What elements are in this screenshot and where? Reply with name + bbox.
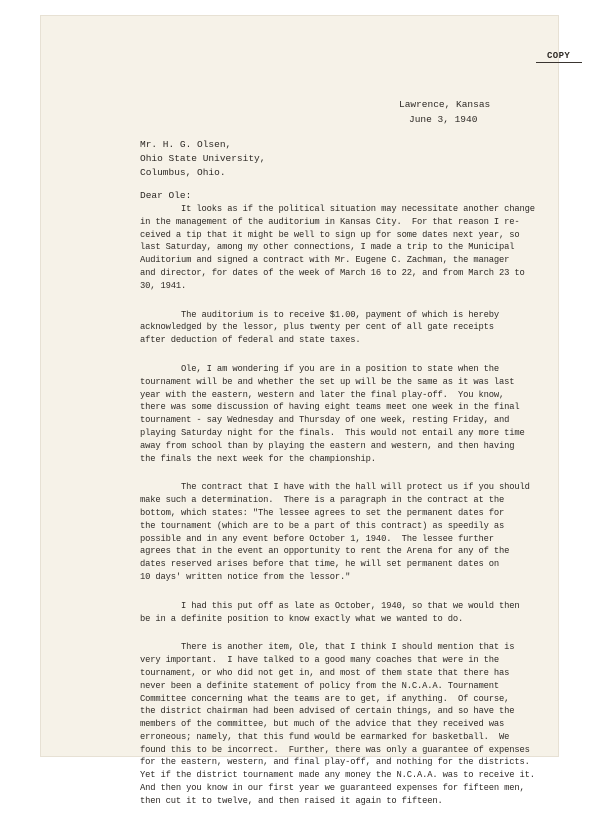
salutation: Dear Ole: <box>140 190 192 201</box>
text-line: very important. I have talked to a good many coaches that were in the <box>140 655 500 666</box>
text-line: the finals the next week for the championship. <box>140 453 376 464</box>
text-line: I had this put off as late as October, 1940, so that we would then <box>140 600 520 611</box>
text-line: possible and in any event before October 1, 1940. The lessee further <box>140 533 494 544</box>
text-line: found this to be incorrect. Further, there was only a guarantee of expenses <box>140 744 530 755</box>
text-line: and director, for dates of the week of March 16 to 22, and from March 23 to <box>140 267 525 278</box>
text-line: acknowledged by the lessor, plus twenty per cent of all gate receipts <box>140 322 494 333</box>
paragraph <box>140 600 596 626</box>
paragraph <box>140 309 596 347</box>
text-line: dates reserved arises before that time, he will set permanent dates on <box>140 559 500 570</box>
paragraph <box>140 363 596 465</box>
text-line: last Saturday, among my other connections, I made a trip to the Municipal <box>140 242 515 253</box>
letter-page <box>41 16 571 806</box>
addressee-line: Mr. H. G. Olsen, <box>140 139 232 150</box>
text-line: tournament - say Wednesday and Thursday of one week, resting Friday, and <box>140 415 510 426</box>
text-line: There is another item, Ole, that I think I should mention that is <box>140 642 515 653</box>
letter-body <box>140 203 596 824</box>
text-line: Committee concerning what the teams are to get, if anything. Of course, <box>140 693 510 704</box>
paragraph <box>140 481 596 583</box>
addressee-block <box>140 138 265 180</box>
text-line: It looks as if the political situation may necessitate another change <box>140 204 535 214</box>
text-line: away from school than by playing the eastern and western, and then having <box>140 440 515 451</box>
paragraph <box>140 641 596 807</box>
paragraph <box>140 203 596 293</box>
text-line: Ole, I am wondering if you are in a position to state when the <box>140 363 500 374</box>
addressee-line: Columbus, Ohio. <box>140 167 226 178</box>
text-line: 10 days' written notice from the lessor." <box>140 571 351 582</box>
text-line: The auditorium is to receive $1.00, payment of which is hereby <box>140 309 500 320</box>
text-line: for the eastern, western, and final play-off, and nothing for the districts. <box>140 757 530 768</box>
text-line: be in a definite position to know exactly what we wanted to do. <box>140 613 464 624</box>
dateline <box>399 97 490 127</box>
text-line: make such a determination. There is a paragraph in the contract at the <box>140 495 505 506</box>
copy-stamp-rule <box>536 62 582 63</box>
addressee-line: Ohio State University, <box>140 153 266 164</box>
text-line: then cut it to twelve, and then raised it again to fifteen. <box>140 795 443 806</box>
text-line: never been a definite statement of policy from the N.C.A.A. Tournament <box>140 680 500 691</box>
text-line: 30, 1941. <box>140 280 187 291</box>
text-line: bottom, which states: "The lessee agrees to set the permanent dates for <box>140 507 505 518</box>
text-line: the district chairman had been advised of certain things, and so have the <box>140 706 515 717</box>
text-line: there was some discussion of having eight teams meet one week in the final <box>140 402 520 413</box>
text-line: The contract that I have with the hall will protect us if you should <box>140 482 530 493</box>
text-line: erroneous; namely, that this fund would be earmarked for basketball. We <box>140 731 510 742</box>
text-line: agrees that in the event an opportunity to rent the Arena for any of the <box>140 546 510 557</box>
text-line: And then you know in our first year we guaranteed expenses for fifteen men, <box>140 783 525 794</box>
text-line: year with the eastern, western and later the final play-off. You know, <box>140 389 505 400</box>
text-line: playing Saturday night for the finals. This would not entail any more time <box>140 427 525 438</box>
text-line: tournament, or who did not get in, and most of them state that there has <box>140 667 510 678</box>
place: Lawrence, Kansas <box>399 99 491 110</box>
copy-stamp: COPY <box>547 51 571 61</box>
text-line: Auditorium and signed a contract with Mr. Eugene C. Zachman, the manager <box>140 255 510 266</box>
text-line: tournament will be and whether the set up will be the same as it was last <box>140 376 515 387</box>
text-line: in the management of the auditorium in Kansas City. For that reason I re- <box>140 216 520 227</box>
letter-date: June 3, 1940 <box>409 114 478 125</box>
text-line: after deduction of federal and state taxes. <box>140 335 361 346</box>
text-line: ceived a tip that it might be well to sign up for some dates next year, so <box>140 229 520 240</box>
text-line: members of the committee, but much of the advice that they received was <box>140 719 505 730</box>
text-line: Yet if the district tournament made any money the N.C.A.A. was to receive it. <box>140 770 535 781</box>
text-line: the tournament (which are to be a part of this contract) as speedily as <box>140 520 505 531</box>
